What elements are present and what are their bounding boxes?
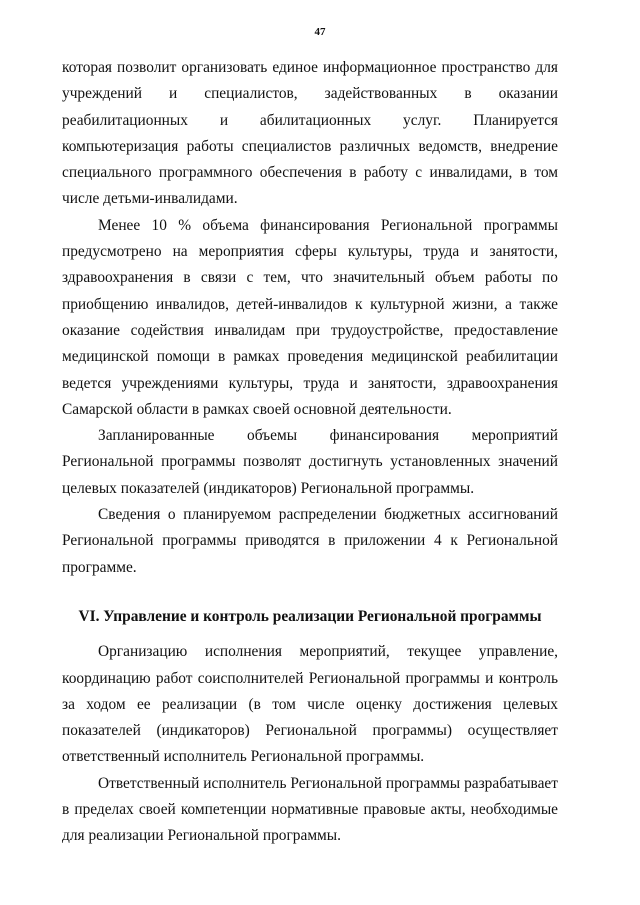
paragraph-planned-volumes: Запланированные объемы финансирования мероприятий Региональной программы позволят достигнуть установленных значений целевых показателей (индикаторов) Региональной программы. <box>62 427 558 497</box>
paragraph-responsible-executor: Ответственный исполнитель Региональной программы разрабатывает в пределах своей компетенции нормативные правовые акты, необходимые для реализации Региональной программы. <box>62 774 558 845</box>
paragraph-budget-allocation: Сведения о планируемом распределении бюджетных ассигнований Региональной программы приводятся в приложении 4 к Региональной программе. <box>62 506 558 576</box>
section-heading: VI. Управление и контроль реализации Региональной программы <box>78 607 542 625</box>
paragraph-continuation: которая позволит организовать единое информационное пространство для учреждений и специалистов, задействованных в оказании реабилитационных и абилитационных услуг. Планируется компьютеризация работы специалистов различных ведомств, внедрение специального программного обеспечения в работу с инвалидами, в том числе детьми-инвалидами. <box>62 59 558 208</box>
paragraph-organization: Организацию исполнения мероприятий, текущее управление, координацию работ соисполнителей Региональной программы и контроль за ходом ее реализации (в том числе оценку достижения целевых показателей (индикаторов) Региональной программы) осуществляет ответственный исполнитель Региональной программы. <box>62 643 558 766</box>
page-number: 47 <box>314 26 326 38</box>
paragraph-financing-share: Менее 10 % объема финансирования Региональной программы предусмотрено на мероприятия сферы культуры, труда и занятости, здравоохранения в связи с тем, что значительный объем работы по приобщению инвалидов, детей-инвалидов к культурной жизни, а также оказание содействия инвалидам при трудоустройстве, предоставление медицинской помощи в рамках проведения медицинской реабилитации ведется учреждениями культуры, труда и занятости, здравоохранения Самарской области в рамках своей основной деятельности. <box>62 216 558 418</box>
document-body <box>62 55 558 850</box>
